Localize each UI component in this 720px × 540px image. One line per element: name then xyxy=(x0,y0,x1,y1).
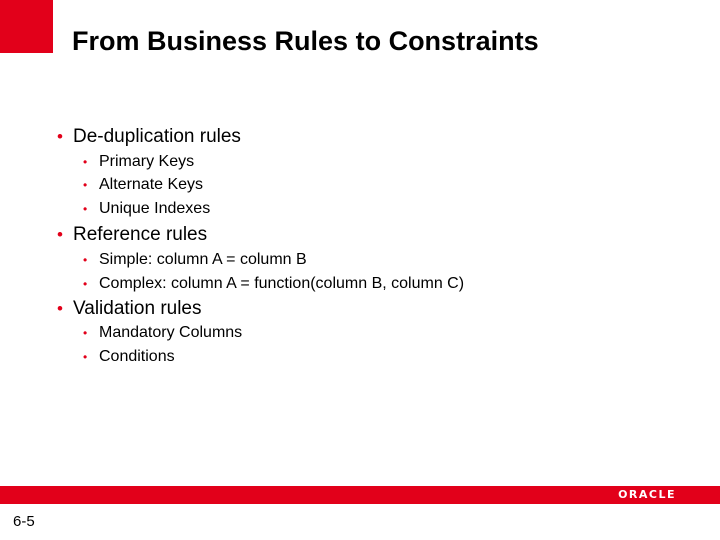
sub-bullet-label: Unique Indexes xyxy=(99,200,211,217)
sub-bullet-label: Mandatory Columns xyxy=(99,324,243,341)
footer-bar xyxy=(0,486,720,504)
sub-bullet-primary-keys xyxy=(83,153,194,171)
sub-bullet-label: Primary Keys xyxy=(99,153,195,170)
bullet-icon: • xyxy=(83,178,88,192)
bullet-label: Reference rules xyxy=(73,224,208,245)
bullet-deduplication-rules xyxy=(57,126,241,148)
sub-bullet-label: Conditions xyxy=(99,348,175,365)
sub-bullet-label: Complex: column A = function(column B, column C) xyxy=(99,275,465,292)
bullet-icon: • xyxy=(83,253,88,267)
sub-bullet-conditions xyxy=(83,348,175,366)
bullet-icon: • xyxy=(83,155,88,169)
bullet-icon: • xyxy=(57,127,63,146)
sub-bullet-label: Simple: column A = column B xyxy=(99,251,307,268)
bullet-label: Validation rules xyxy=(73,298,202,319)
bullet-label: De-duplication rules xyxy=(73,126,241,147)
bullet-icon: • xyxy=(83,326,88,340)
bullet-icon: • xyxy=(83,202,88,216)
sub-bullet-mandatory-columns xyxy=(83,324,242,342)
sub-bullet-unique-indexes xyxy=(83,200,210,218)
slide-title: From Business Rules to Constraints xyxy=(72,26,539,56)
page-number: 6-5 xyxy=(13,513,35,530)
bullet-reference-rules xyxy=(57,224,207,246)
oracle-logo: ORACLE xyxy=(618,488,676,501)
bullet-icon: • xyxy=(57,299,63,318)
bullet-icon: • xyxy=(57,225,63,244)
bullet-icon: • xyxy=(83,350,88,364)
sub-bullet-alternate-keys xyxy=(83,176,203,194)
sub-bullet-simple xyxy=(83,251,307,269)
sub-bullet-label: Alternate Keys xyxy=(99,176,204,193)
bullet-validation-rules xyxy=(57,298,202,320)
bullet-icon: • xyxy=(83,277,88,291)
sub-bullet-complex xyxy=(83,275,464,293)
